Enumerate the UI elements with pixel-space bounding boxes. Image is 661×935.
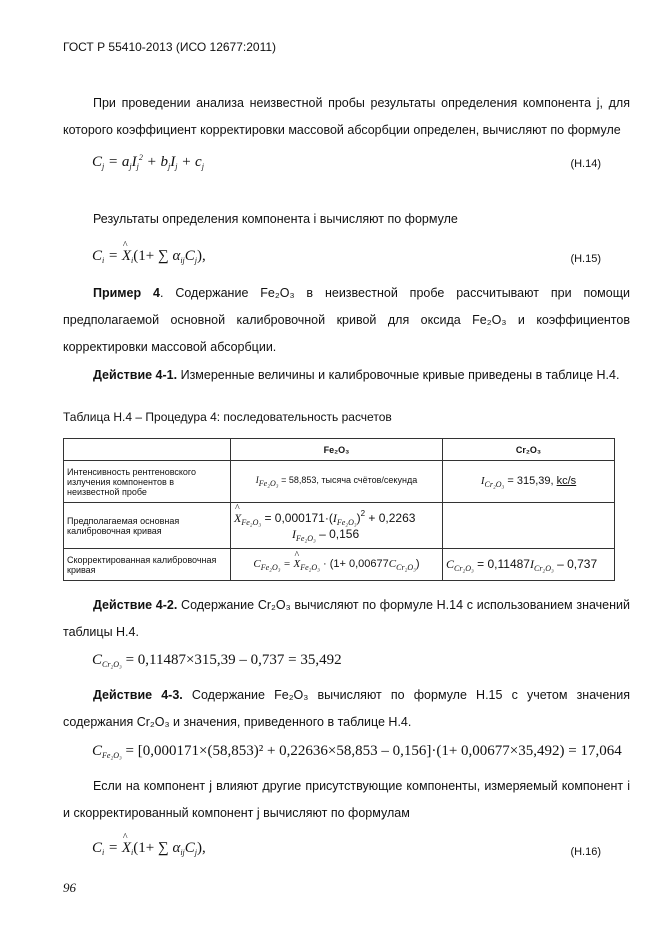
step-4-3: [63, 682, 630, 736]
row-label-assumed-curve: Предполагаемая основная калибровочная кривая: [64, 503, 231, 549]
step-4-1: [63, 362, 630, 389]
step-4-3-label: Действие 4-3.: [93, 688, 183, 702]
example-text: . Содержание Fe₂O₃ в неизвестной пробе рассчитывают при помощи предполагаемой основной калибровочной кривой для оксида Fe₂O₃ и коэффициентов корректировки массовой абсорбции.: [63, 286, 630, 354]
cell-fe-assumed-curve: ^ $X_{Fe_2O_3} = 0,000171\cdot(I_{Fe_2O_3})^2 + 0,2263$ $I_{Fe_2O_3} - 0,156$: [231, 503, 443, 549]
cell-cr-intensity: $I_{Cr_2O_3} = 315,39$, kc/s: [443, 461, 615, 503]
fe-intensity-value: = 58,853, тысяча счётов/секунда: [281, 475, 418, 485]
paragraph-affected-components: Если на компонент j влияют другие присутствующие компоненты, измеряемый компонент i и скорректированный компонент j вычисляют по формулам: [63, 779, 630, 820]
cr-calculation-value: = 0,11487×315,39 – 0,737 = 35,492: [125, 652, 342, 668]
formula-number-h15: (Н.15): [570, 253, 601, 265]
paragraph-intro: При проведении анализа неизвестной пробы результаты определения компонента j, для которого коэффициент корректировки массовой абсорбции определен, вычисляют по формуле: [63, 96, 630, 137]
step-4-2-text: Содержание Cr₂O₃ вычисляют по формуле Н.14 с использованием значений таблицы Н.4.: [63, 598, 630, 639]
step-4-3-text: Содержание Fe₂O₃ вычисляют по формуле Н.15 с учетом значения содержания Cr₂O₃ и значения, приведенного в таблице Н.4.: [63, 688, 630, 729]
formula-h16: $C_i$ = ^ $X_i(1+$ ∑ $\alpha_{ij}C_j$),: [92, 840, 206, 857]
page-header: ГОСТ Р 55410-2013 (ИСО 12677:2011): [63, 40, 277, 54]
step-4-2: [63, 592, 630, 646]
cell-fe-corrected-curve: $C_{Fe_2O_3}$ = ^ $X_{Fe_2O_3} \cdot (1+ 0,00677C_{Cr_2O_3})$: [231, 549, 443, 581]
formula-cr-calculation: $C_{Cr_2O_3} = 0,11487\times 315,39 - 0,737 = 35,492$: [92, 652, 342, 669]
table-caption: Таблица Н.4 – Процедура 4: последовательность расчетов: [63, 410, 392, 424]
step-4-1-text: Измеренные величины и калибровочные кривые приведены в таблице Н.4.: [177, 368, 620, 382]
table-header-fe2o3: Fe₂O₃: [231, 439, 443, 461]
page-number: 96: [63, 880, 76, 895]
cr-intensity-value: = 315,39,: [507, 474, 557, 487]
formula-h15: $C_i$ = ^ $X_i(1+$ ∑ $\alpha_{ij}C_j$),: [92, 248, 206, 265]
row-label-corrected-curve: Скорректированная калибровочная кривая: [64, 549, 231, 581]
fe-calculation-value: = [0,000171×(58,853)² + 0,22636×58,853 – 0,156]·(1+ 0,00677×35,492) = 17,064: [125, 743, 622, 759]
cell-fe-intensity: $I_{Fe_2O_3} = 58,853$, тысяча счётов/секунда: [231, 461, 443, 503]
formula-number-h16: (Н.16): [570, 846, 601, 858]
calculation-table: [63, 438, 615, 581]
table-header-empty: [64, 439, 231, 461]
example-4: [63, 280, 630, 361]
cell-cr-assumed-curve: [443, 503, 615, 549]
step-4-1-label: Действие 4-1.: [93, 368, 178, 382]
cell-cr-corrected-curve: $C_{Cr_2O_3} = 0,11487I_{Cr_2O_3} - 0,737$: [443, 549, 615, 581]
step-4-2-label: Действие 4-2.: [93, 598, 178, 612]
example-label: Пример 4: [93, 286, 160, 300]
cr-intensity-unit: kc/s: [556, 474, 577, 487]
formula-h14: $C_j = a_jI_j^2 + b_jI_j + c_j$: [92, 153, 204, 171]
table-header-cr2o3: Cr₂O₃: [443, 439, 615, 461]
formula-number-h14: (Н.14): [570, 158, 601, 170]
paragraph-component-i: Результаты определения компонента i вычисляют по формуле: [93, 212, 458, 226]
formula-fe-calculation: $C_{Fe_2O_3} = [0,000171\times(58,853)^2 + 0,22636\times 58,853 - 0,156]\cdot(1+ 0,00677\times 35,492) = 17,064$: [92, 743, 622, 760]
row-label-intensity: Интенсивность рентгеновского излучения компонентов в неизвестной пробе: [64, 461, 231, 503]
